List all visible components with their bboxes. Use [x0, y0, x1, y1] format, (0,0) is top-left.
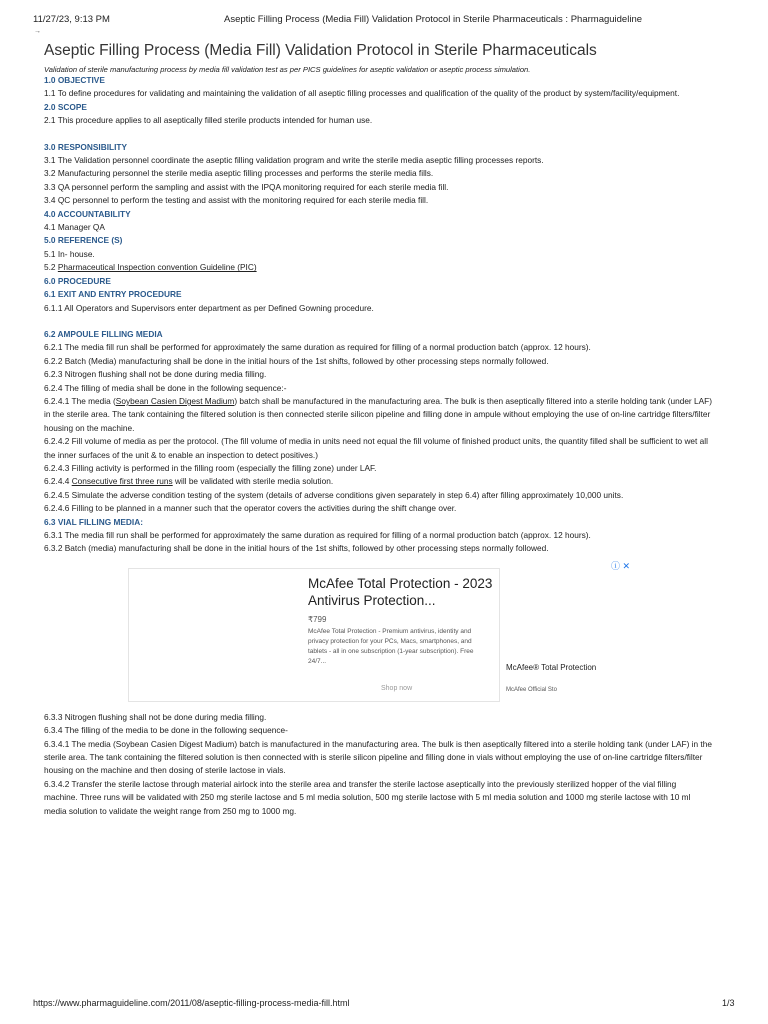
- paragraph-6-2-4-1: 6.2.4.1 The media (Soybean Casien Digest Madium) batch shall be manufactured in the manufacturing area. The bulk is then aseptically filtered into a sterile holding tank (under LAF) in the sterile area. The tank containing the filtered solution is then connected sterile silicon pipeline and filling done in ampule without employing the use of on-line cartridge filters/filter housing on the machine.: [44, 395, 712, 433]
- paragraph-6-2-4-2: 6.2.4.2 Fill volume of media as per the protocol. (The fill volume of media in units need not equal the fill volume of finished product units, the quantity filled shall be sufficient to wet all the inner surfaces of the unit & to enable an inspection to detect positives.): [44, 436, 708, 460]
- section-heading-accountability: 4.0 ACCOUNTABILITY: [44, 208, 131, 219]
- advertisement[interactable]: [128, 560, 630, 705]
- soybean-media-link[interactable]: Soybean Casien Digest Madium: [115, 395, 235, 406]
- subsection-heading-exit-entry: 6.1 EXIT AND ENTRY PROCEDURE: [44, 289, 182, 300]
- paragraph-5-1: 5.1 In- house.: [44, 248, 95, 259]
- pic-guideline-link[interactable]: Pharmaceutical Inspection convention Guideline (PIC): [57, 262, 257, 273]
- paragraph-3-4: 3.4 QC personnel to perform the testing and assist with the monitoring required for each sterile media fill.: [44, 195, 429, 206]
- paragraph-5-2: 5.2 Pharmaceutical Inspection convention Guideline (PIC): [44, 262, 257, 273]
- paragraph-6-2-4-6: 6.2.4.6 Filling to be planned in a manner such that the operator covers the activities during the shift change over.: [44, 503, 457, 514]
- print-page-title: Aseptic Filling Process (Media Fill) Validation Protocol in Sterile Pharmaceuticals : Pharmaguideline: [224, 14, 643, 25]
- paragraph-6-2-4-5: 6.2.4.5 Simulate the adverse condition testing of the system (details of adverse conditions given separately in step 6.4) after filling approximately 10,000 units.: [44, 489, 624, 500]
- paragraph-4-1: 4.1 Manager QA: [44, 222, 105, 233]
- paragraph-2-1: 2.1 This procedure applies to all aseptically filled sterile products intended for human use.: [44, 115, 373, 126]
- ad-description: McAfee Total Protection - Premium antivirus, identity and privacy protection for your PCs, Macs, smartphones, and tablets - all in one subscription (1-year subscription). Free 24/7...: [308, 627, 474, 665]
- site-logo-icon[interactable]: →: [34, 28, 41, 35]
- paragraph-6-3-4-2: 6.3.4.2 Transfer the sterile lactose through material airlock into the sterile area and transfer the sterile lactose aseptically into the previously sterilized hopper of the vial filling machine. Three runs will be validated with 250 mg sterile lactose and 5 ml media solution, 500 mg sterile lactose with 5 ml media solution and 1000 mg sterile lactose with 10 ml media solution to validate the weight range from 250 mg to 1000 mg.: [44, 778, 691, 816]
- section-heading-scope: 2.0 SCOPE: [44, 101, 87, 112]
- ad-price: ₹799: [308, 614, 327, 624]
- paragraph-6-1-1: 6.1.1 All Operators and Supervisors enter department as per Defined Gowning procedure.: [44, 302, 374, 313]
- article-title: Aseptic Filling Process (Media Fill) Validation Protocol in Sterile Pharmaceuticals: [44, 42, 597, 59]
- section-heading-procedure: 6.0 PROCEDURE: [44, 275, 111, 286]
- article-body: [44, 74, 712, 818]
- section-heading-objective: 1.0 OBJECTIVE: [44, 75, 105, 85]
- paragraph-6-3-1: 6.3.1 The media fill run shall be performed for approximately the same duration as required for filling of a normal production batch (approx. 12 hours).: [44, 530, 591, 540]
- paragraph-6-2-1: 6.2.1 The media fill run shall be performed for approximately the same duration as required for filling of a normal production batch (approx. 12 hours).: [44, 342, 591, 353]
- article-intro: Validation of sterile manufacturing process by media fill validation test as per PICS guidelines for aseptic validation or aseptic process simulation.: [44, 65, 531, 74]
- paragraph-6-3-2: 6.3.2 Batch (media) manufacturing shall be done in the initial hours of the 1st shifts, followed by other processing steps normally followed.: [44, 543, 549, 554]
- ad-shop-now-button[interactable]: Shop now: [381, 684, 413, 692]
- paragraph-6-2-4: 6.2.4 The filling of media shall be done in the following sequence:-: [44, 382, 287, 393]
- section-heading-responsibility: 3.0 RESPONSIBILITY: [44, 141, 127, 152]
- ad-product-title[interactable]: McAfee Total Protection - 2023 Antivirus Protection...: [308, 575, 493, 608]
- subsection-heading-ampoule: 6.2 AMPOULE FILLING MEDIA: [44, 328, 163, 339]
- paragraph-3-3: 3.3 QA personnel perform the sampling and assist with the IPQA monitoring required for each sterile media fill.: [44, 181, 449, 192]
- paragraph-6-3-3: 6.3.3 Nitrogen flushing shall not be done during media filling.: [44, 711, 267, 722]
- paragraph-6-2-3: 6.2.3 Nitrogen flushing shall not be done during media filling.: [44, 369, 267, 380]
- paragraph-3-2: 3.2 Manufacturing personnel the sterile media aseptic filling processes and performs the sterile media fills.: [44, 168, 434, 179]
- page-url: https://www.pharmaguideline.com/2011/08/aseptic-filling-process-media-fill.html: [33, 998, 350, 1008]
- ad-choices-close-icon[interactable]: ⓘ ✕: [610, 560, 630, 571]
- page-number: 1/3: [722, 998, 735, 1008]
- ad-brand-name[interactable]: McAfee® Total Protection: [506, 662, 597, 672]
- ad-brand-store: McAfee Official Sto: [506, 686, 557, 693]
- consecutive-runs-link[interactable]: Consecutive first three runs: [71, 476, 173, 487]
- print-datetime: 11/27/23, 9:13 PM: [33, 14, 110, 25]
- paragraph-1-1: 1.1 To define procedures for validating and maintaining the validation of all aseptic filling processes and qualification of the quality of the product by system/facility/equipment.: [44, 88, 680, 99]
- paragraph-3-1: 3.1 The Validation personnel coordinate the aseptic filling validation program and write the sterile media aseptic filling processes reports.: [44, 155, 544, 166]
- paragraph-6-2-2: 6.2.2 Batch (Media) manufacturing shall be done in the initial hours of the 1st shifts, followed by other processing steps normally followed.: [44, 355, 549, 366]
- paragraph-6-2-4-3: 6.2.4.3 Filling activity is performed in the filling room (especially the filling zone) under LAF.: [44, 462, 377, 473]
- paragraph-6-3-4-1: 6.3.4.1 The media (Soybean Casien Digest Madium) batch is manufactured in the manufacturing area. The bulk is then aseptically filtered into a sterile holding tank (under LAF) in the sterile area. The tank containing the filtered solution is then connected with is sterile silicon pipeline and filling done in vials without employing the use of on-line cartridge filters/filter housing on the machine and then dosing of sterile lactose in vials.: [44, 738, 712, 776]
- paragraph-6-2-4-4: 6.2.4.4 Consecutive first three runs will be validated with sterile media solution.: [44, 476, 334, 487]
- subsection-heading-vial: 6.3 VIAL FILLING MEDIA:: [44, 516, 143, 527]
- section-heading-references: 5.0 REFERENCE (S): [44, 235, 123, 246]
- ad-card[interactable]: [128, 568, 500, 702]
- paragraph-6-3-4: 6.3.4 The filling of the media to be done in the following sequence-: [44, 725, 288, 736]
